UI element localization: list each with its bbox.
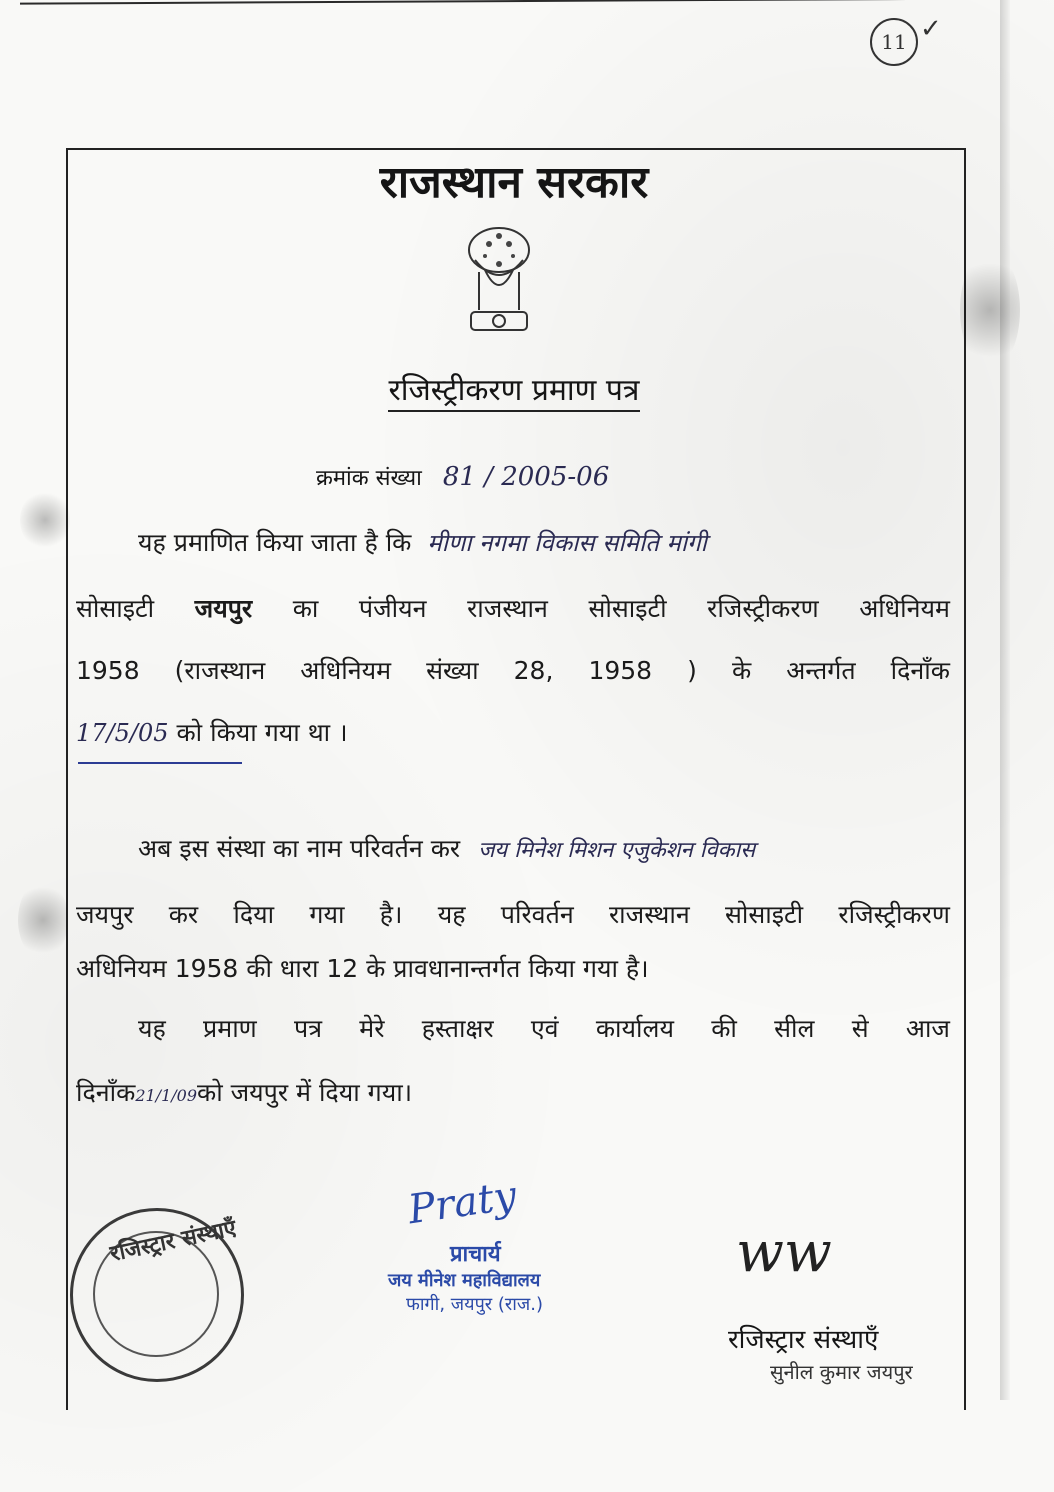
para3-word: यह [138, 1014, 166, 1043]
para2-word: परिवर्तन [500, 900, 574, 929]
para2-word: रजिस्ट्रीकरण [838, 900, 950, 929]
para1-line2 [76, 596, 950, 621]
registrar-title: रजिस्ट्रार संस्थाएँ [728, 1325, 879, 1355]
para3-line1 [138, 1016, 950, 1041]
para1-word: राजस्थान [467, 594, 548, 623]
subtitle-text: रजिस्ट्रीकरण प्रमाण पत्र [388, 373, 639, 412]
principal-signature: Praty [405, 1172, 520, 1234]
scan-edge-top [20, 0, 1030, 9]
para2-word: जयपुर [76, 900, 134, 929]
para2-word: दिया [233, 900, 275, 929]
para1-word: है [364, 528, 378, 557]
scan-smudge [18, 880, 68, 960]
para1-word: संख्या [426, 656, 479, 685]
principal-title: प्राचार्य [450, 1242, 501, 1267]
para3-word: कार्यालय [595, 1014, 674, 1043]
para2-line1 [138, 836, 755, 862]
para1-word: अन्तर्गत [786, 656, 856, 685]
para3-word: सील [774, 1014, 815, 1043]
issue-date-handwritten: 21/1/09 [135, 1086, 197, 1105]
para3-word: हस्ताक्षर [421, 1014, 494, 1043]
para1-word: पंजीयन [358, 594, 427, 623]
scan-smudge [20, 490, 70, 550]
para3-word: से [851, 1014, 869, 1043]
office-seal [70, 1208, 244, 1382]
certificate-heading: राजस्थान सरकार [379, 157, 649, 208]
para3-word: प्रमाण [203, 1014, 257, 1043]
para3-word: मेरे [359, 1014, 385, 1043]
principal-stamp [378, 1172, 628, 1340]
state-emblem-icon [455, 220, 543, 350]
para1-word: (राजस्थान [174, 656, 266, 685]
para1-word: के [731, 656, 752, 685]
para1-line4 [76, 720, 348, 745]
serial-number-value: 81 / 2005-06 [442, 462, 610, 492]
new-name-handwritten: जय मिनेश मिशन एजुकेशन विकास [478, 838, 756, 863]
date-underline [78, 762, 242, 764]
para3-word: एवं [530, 1014, 559, 1043]
certificate-subtitle [66, 368, 962, 409]
para2-word: कर [168, 900, 199, 929]
para2-word: यह [437, 900, 466, 929]
para1-word: कि [385, 528, 412, 557]
para1-line1 [138, 530, 707, 555]
para1-word: रजिस्ट्रीकरण [707, 594, 819, 623]
para1-word: 1958 [588, 656, 653, 685]
para1-word: दिनाँक [890, 656, 950, 685]
issue-date-label: दिनाँक [76, 1078, 136, 1107]
tick-mark: ✓ [920, 14, 942, 44]
para1-word: जाता [310, 528, 357, 557]
para1-word: यह [138, 528, 166, 557]
scan-smudge [960, 250, 1020, 370]
seal-text: रजिस्ट्रार संस्थाएँ [108, 1215, 239, 1267]
para3-line2 [76, 1080, 412, 1105]
para3-word: आज [905, 1014, 950, 1043]
serial-number-label: क्रमांक संख्या [316, 466, 422, 491]
para1-line3 [76, 658, 950, 683]
para1-word: का [292, 594, 319, 623]
registrar-stamp: सुनील कुमार जयपुर [770, 1360, 913, 1384]
serial-number-row [316, 462, 609, 492]
para2-line2 [76, 902, 950, 927]
para3-line2-text: को जयपुर में दिया गया। [197, 1078, 413, 1107]
para2-line3: अधिनियम 1958 की धारा 12 के प्रावधानान्तर्गत किया गया है। [76, 954, 649, 983]
para1-word: ) [687, 656, 697, 685]
para2-line1-text: अब इस संस्था का नाम परिवर्तन कर [138, 834, 461, 863]
page-number-circle: 11 [870, 18, 918, 66]
registrar-signature: ww [736, 1220, 832, 1285]
para3-word: पत्र [294, 1014, 323, 1043]
para1-word: अधिनियम [859, 594, 950, 623]
para2-word: सोसाइटी [725, 900, 804, 929]
para1-word: सोसाइटी [588, 594, 667, 623]
para1-word: अधिनियम [300, 656, 392, 685]
society-name-handwritten: मीणा नगमा विकास समिति मांगी [427, 529, 707, 557]
scan-edge-right [1000, 0, 1010, 1400]
para1-word: प्रमाणित [173, 528, 249, 557]
para2-word: राजस्थान [608, 900, 690, 929]
para2-word: गया [309, 900, 345, 929]
principal-institution: जय मीनेश महाविद्यालय [388, 1270, 541, 1291]
para1-word: सोसाइटी [76, 594, 155, 623]
registration-date-handwritten: 17/5/05 [76, 719, 169, 747]
para3-word: की [711, 1014, 737, 1043]
para1-word: 1958 [76, 656, 140, 685]
para1-word: किया [256, 528, 303, 557]
principal-place: फागी, जयपुर (राज.) [406, 1294, 544, 1315]
para1-word: 28, [513, 656, 554, 685]
para1-word: जयपुर [194, 594, 253, 623]
para1-line4-text: को किया गया था । [176, 718, 348, 747]
para2-word: है। [379, 900, 403, 929]
